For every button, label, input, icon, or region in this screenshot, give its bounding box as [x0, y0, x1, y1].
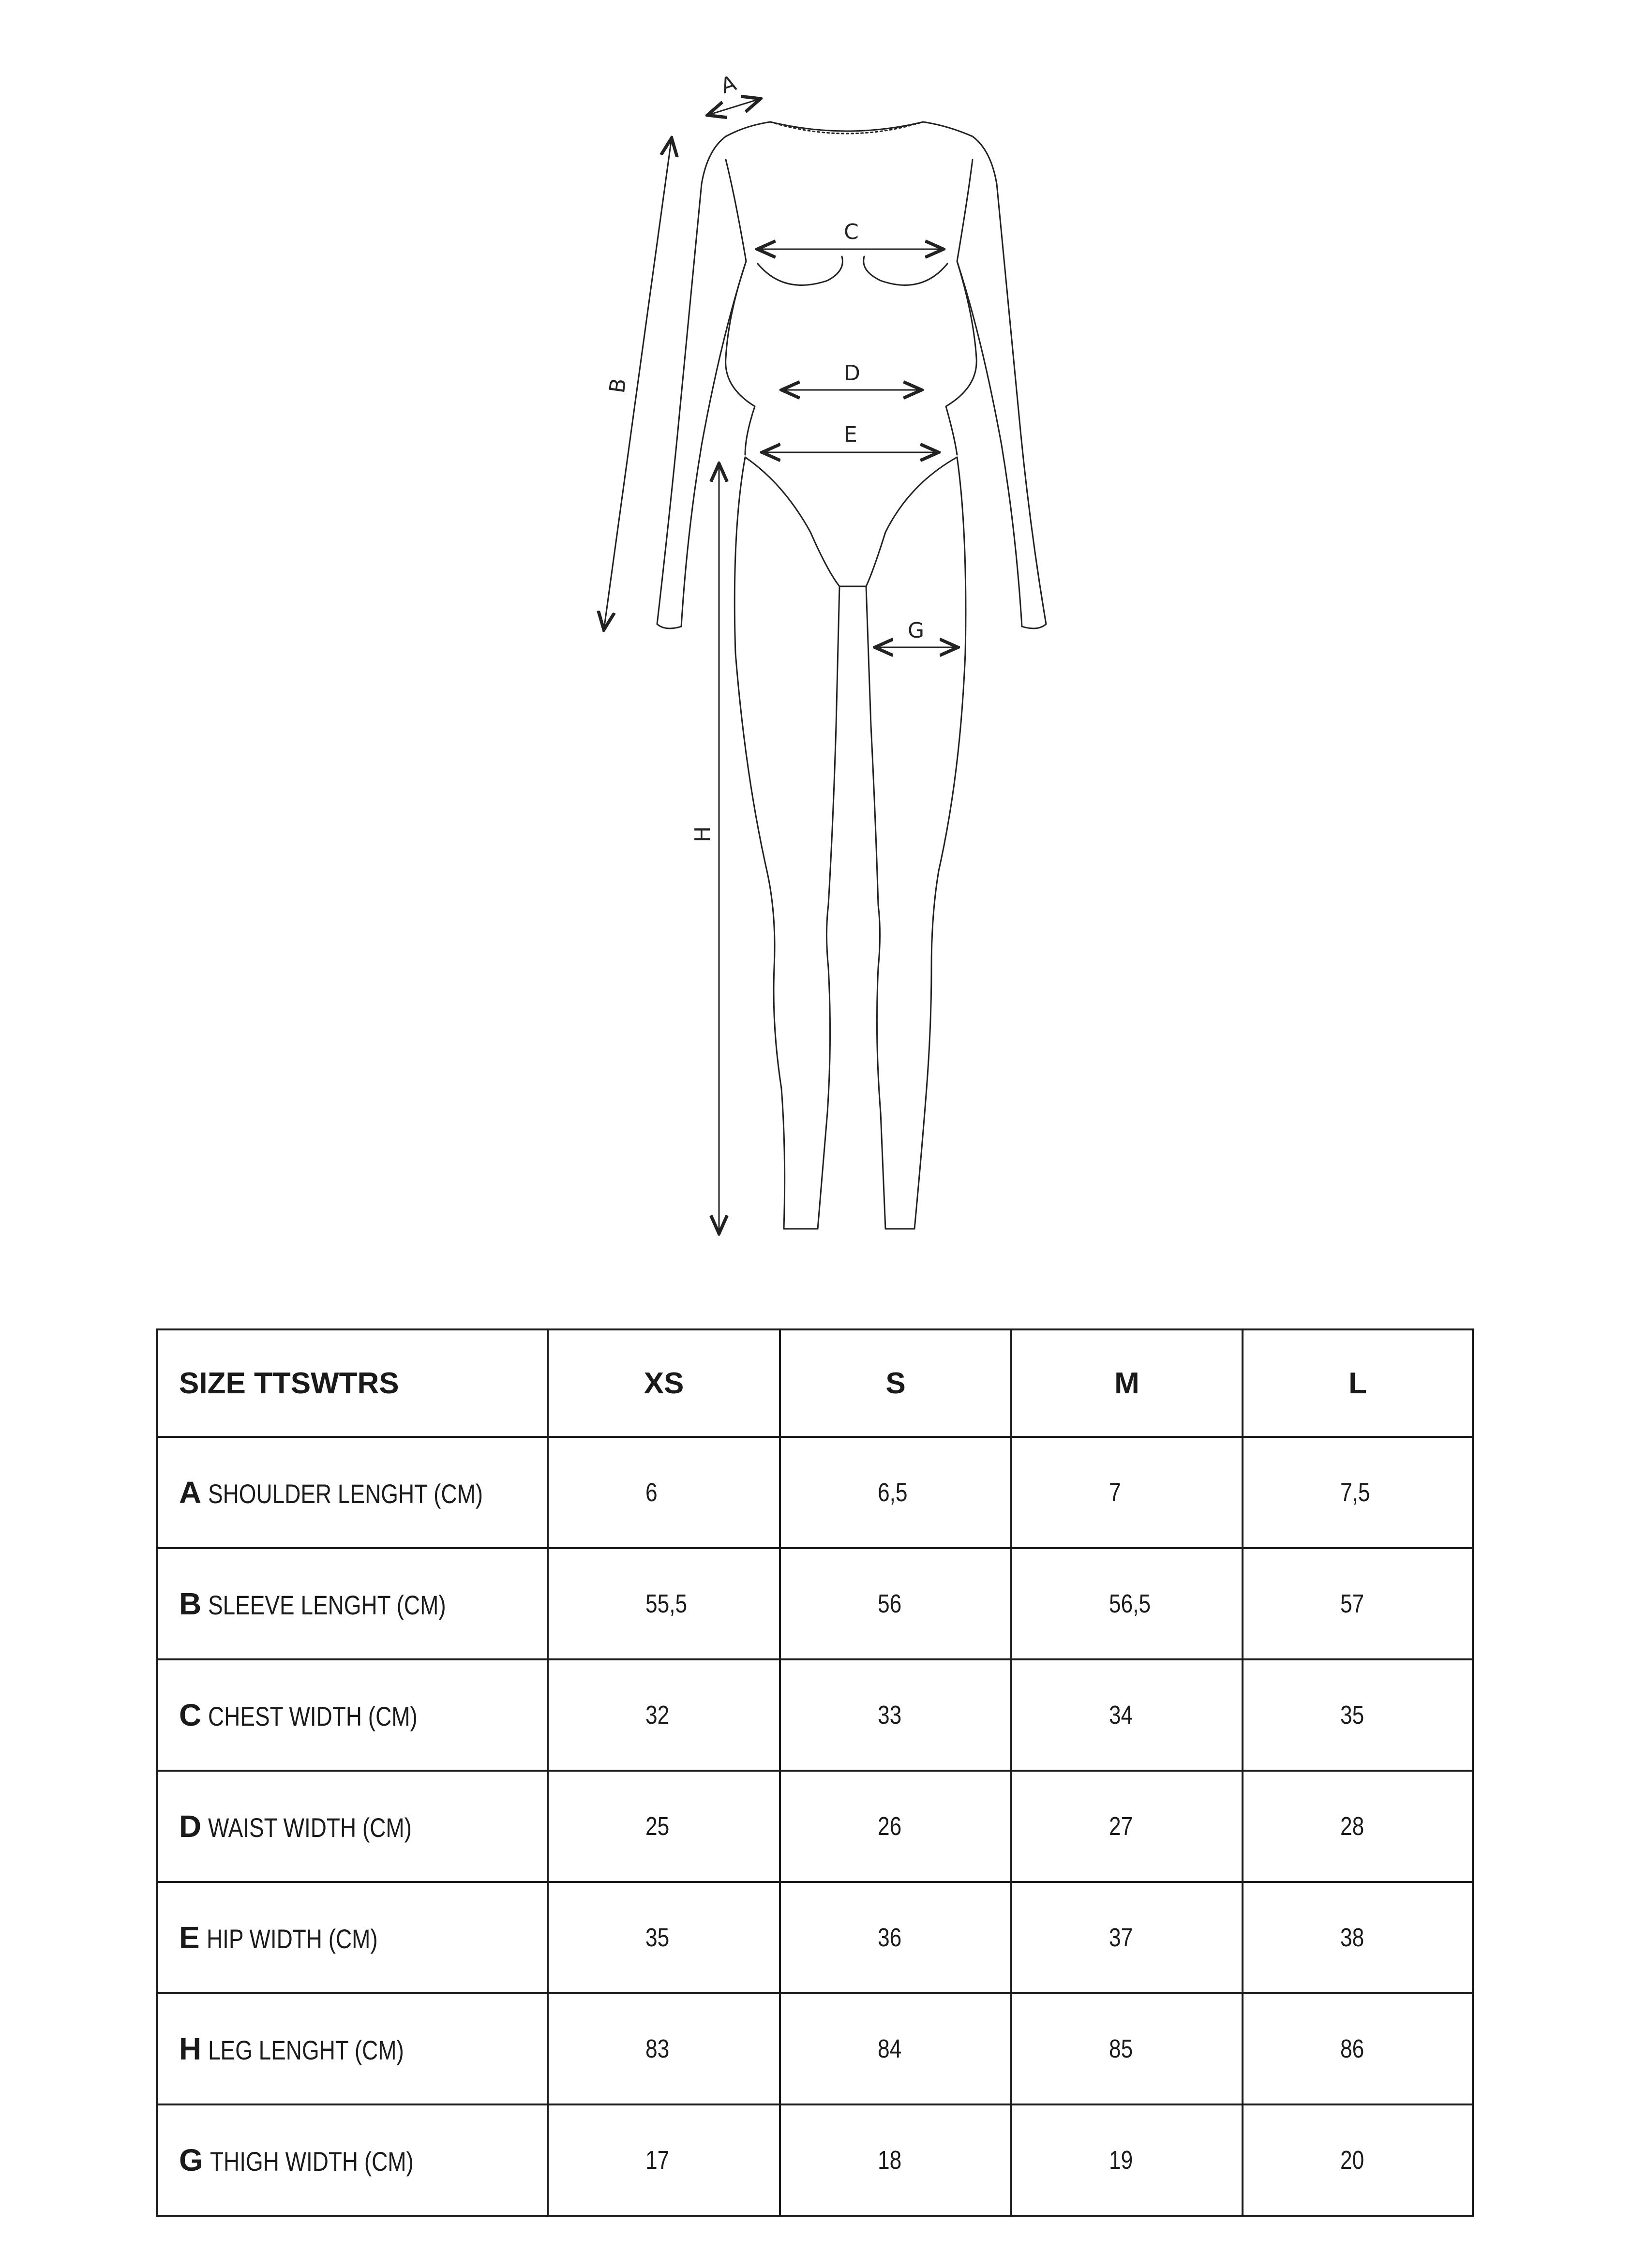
- measure-letter: C: [179, 1698, 202, 1732]
- row-label: [157, 2104, 548, 2216]
- row-label: [157, 1548, 548, 1659]
- value-cell: 19: [1011, 2104, 1243, 2216]
- table-row: [157, 1993, 1473, 2104]
- measure-letter: G: [179, 2143, 203, 2178]
- garment-diagram: [581, 58, 1103, 1248]
- measure-arrow-a: [707, 99, 761, 115]
- value-cell: 34: [1011, 1659, 1243, 1771]
- value-cell: 55,5: [548, 1548, 780, 1659]
- value-cell: 85: [1011, 1993, 1243, 2104]
- value-cell: 6,5: [780, 1437, 1011, 1548]
- label-a: A: [718, 71, 739, 99]
- value-cell: 36: [780, 1882, 1011, 1993]
- right-leg-outer: [885, 457, 966, 1229]
- bodysuit-drawing: [581, 58, 1103, 1248]
- value-cell: 6: [548, 1437, 780, 1548]
- measure-name: CHEST WIDTH (CM): [208, 1701, 418, 1731]
- label-c: C: [844, 220, 859, 244]
- table-row: [157, 1882, 1473, 1993]
- value-cell: 20: [1243, 2104, 1473, 2216]
- value-cell: 17: [548, 2104, 780, 2216]
- measure-name: SHOULDER LENGHT (CM): [208, 1478, 483, 1509]
- table-row: [157, 1659, 1473, 1771]
- value-cell: 84: [780, 1993, 1011, 2104]
- value-cell: 28: [1243, 1771, 1473, 1882]
- value-cell: 35: [1243, 1659, 1473, 1771]
- label-h: H: [690, 826, 715, 842]
- value-cell: 7: [1011, 1437, 1243, 1548]
- value-cell: 83: [548, 1993, 780, 2104]
- table-header-row: [157, 1329, 1473, 1437]
- measure-name: SLEEVE LENGHT (CM): [208, 1590, 446, 1620]
- row-label: [157, 1993, 548, 2104]
- left-leg-outer: [734, 457, 818, 1229]
- bust-right: [864, 256, 947, 285]
- value-cell: 33: [780, 1659, 1011, 1771]
- measure-name: LEG LENGHT (CM): [208, 2035, 405, 2065]
- right-sleeve-inner: [957, 160, 1022, 627]
- measure-letter: E: [179, 1920, 200, 1955]
- size-header-m: M: [1011, 1329, 1243, 1437]
- size-chart-table: [156, 1328, 1474, 2217]
- table-title: SIZE TTSWTRS: [157, 1329, 548, 1437]
- table-row: [157, 1548, 1473, 1659]
- value-cell: 35: [548, 1882, 780, 1993]
- row-label: [157, 1437, 548, 1548]
- label-e: E: [844, 422, 857, 447]
- measure-name: THIGH WIDTH (CM): [210, 2146, 414, 2177]
- value-cell: 38: [1243, 1882, 1473, 1993]
- row-label: [157, 1882, 548, 1993]
- leg-opening-right: [866, 457, 957, 586]
- value-cell: 27: [1011, 1771, 1243, 1882]
- label-g: G: [908, 618, 925, 643]
- size-header-s: S: [780, 1329, 1011, 1437]
- row-label: [157, 1771, 548, 1882]
- torso-right-side: [946, 261, 976, 455]
- value-cell: 56: [780, 1548, 1011, 1659]
- torso-left-side: [726, 261, 755, 455]
- size-header-l: L: [1243, 1329, 1473, 1437]
- table-row: [157, 2104, 1473, 2216]
- right-sleeve-outer: [973, 136, 1046, 628]
- value-cell: 18: [780, 2104, 1011, 2216]
- measure-letter: A: [179, 1475, 202, 1510]
- label-d: D: [844, 361, 860, 386]
- measure-letter: B: [179, 1586, 202, 1621]
- row-label: [157, 1659, 548, 1771]
- value-cell: 7,5: [1243, 1437, 1473, 1548]
- bust-left: [758, 256, 842, 285]
- measure-name: WAIST WIDTH (CM): [208, 1812, 412, 1843]
- label-b: B: [604, 376, 631, 395]
- left-sleeve-inner: [681, 160, 746, 627]
- table-row: [157, 1437, 1473, 1548]
- right-leg-inner: [866, 586, 885, 1229]
- value-cell: 56,5: [1011, 1548, 1243, 1659]
- table-row: [157, 1771, 1473, 1882]
- leg-opening-left: [745, 457, 839, 586]
- size-header-xs: XS: [548, 1329, 780, 1437]
- value-cell: 57: [1243, 1548, 1473, 1659]
- left-leg-inner: [818, 586, 839, 1229]
- left-sleeve-outer: [657, 136, 726, 628]
- measure-letter: D: [179, 1809, 202, 1844]
- value-cell: 32: [548, 1659, 780, 1771]
- neckline: [726, 122, 973, 136]
- value-cell: 86: [1243, 1993, 1473, 2104]
- value-cell: 26: [780, 1771, 1011, 1882]
- measure-name: HIP WIDTH (CM): [206, 1924, 378, 1954]
- value-cell: 25: [548, 1771, 780, 1882]
- value-cell: 37: [1011, 1882, 1243, 1993]
- measure-letter: H: [179, 2031, 202, 2066]
